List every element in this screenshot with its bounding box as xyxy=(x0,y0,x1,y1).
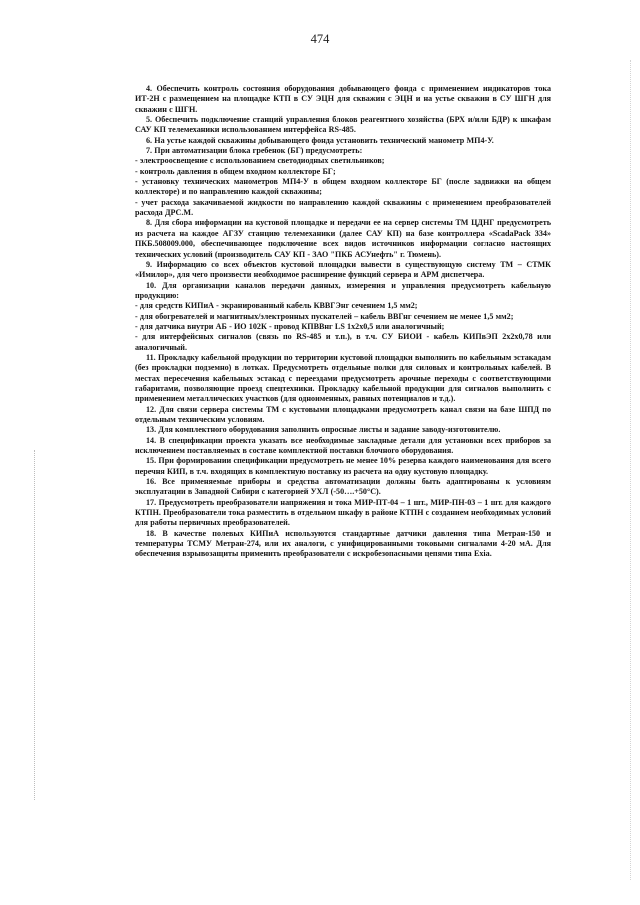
paragraph-8: 8. Для сбора информации на кустовой площадке и передачи ее на сервер системы ТМ ЦДНГ предусмотреть из расчета на каждое АГЗУ станцию телемеханики (далее САУ КП) на базе контроллера «ScadaPack 334» ПКБ.508009.000, обеспечивающее подключение всех видов источников информации согласно настоящих технических условий (производитель САУ КП - ЗАО "ПКБ АСУнефть" г. Тюмень). xyxy=(135,218,551,259)
paragraph-13: 13. Для комплектного оборудования заполнить опросные листы и задание заводу-изготовителю. xyxy=(146,425,501,435)
paragraph-11: 11. Прокладку кабельной продукции по территории кустовой площадки выполнить по кабельным эстакадам (без прокладки подземно) в лотках. Предусмотреть отдельные полки для силовых и контрольных кабелей. В местах пересечения кабельных эстакад с переездами предусмотреть арочные переходы с соответствующими габаритами, позволяющие проезд спецтехники. Прокладку кабельной продукции для сигналов выполнить с применением металлических участков (для одноименных, равных потенциалов и т.д.). xyxy=(135,352,551,404)
scan-edge-dots xyxy=(630,60,632,880)
list-item-heater-cable: - для обогревателей и магнитных/электронных пускателей – кабель ВВГнг сечением не менее 1,5 мм2; xyxy=(135,311,514,321)
paragraph-10: 10. Для организации каналов передачи данных, измерения и управления предусмотреть кабельную продукцию: xyxy=(135,280,551,300)
paragraph-7: 7. При автоматизации блока гребенок (БГ) предусмотреть: xyxy=(146,146,363,156)
paragraph-16: 16. Все применяемые приборы и средства автоматизации должны быть адаптированы к условиям эксплуатации в Западной Сибири с категорией УХЛ (-50….+50°С). xyxy=(135,477,551,497)
paragraph-6: 6. На устье каждой скважины добывающего фонда установить технический манометр МП4-У. xyxy=(146,135,494,145)
paragraph-18: 18. В качестве полевых КИПиА используются стандартные датчики давления типа Метран-150 и температуры ТСМУ Метран-274, или их аналоги, с унифицированными токовыми сигналами 4-20 мА. Для обеспечения взрывозащиты применить преобразователи с искробезопасными цепями типа Exia. xyxy=(135,528,551,559)
page-number: 474 xyxy=(310,32,330,46)
document-body xyxy=(135,84,551,560)
list-item-interface-cable: - для интерфейсных сигналов (связь по RS-485 и т.п.), в т.ч. СУ БИОИ - кабель КИПвЭП 2х2х0,78 или аналогичный. xyxy=(135,332,551,352)
list-item-lighting: - электроосвещение с использованием светодиодных светильников; xyxy=(135,156,385,166)
paragraph-12: 12. Для связи сервера системы ТМ с кустовыми площадками предусмотреть канал связи на базе ШПД по отдельным техническим условиям. xyxy=(135,404,551,424)
paragraph-4: 4. Обеспечить контроль состояния оборудования добывающего фонда с применением индикаторов тока ИТ-2Н с размещением на площадке КТП в СУ ЭЦН для скважин с ЭЦН и на устье скважин в СУ ШГН для скважин с ШГН. xyxy=(135,84,551,114)
list-item-kipia-cable: - для средств КИПиА - экранированный кабель КВВГЭнг сечением 1,5 мм2; xyxy=(135,301,418,311)
scan-margin-dots xyxy=(34,450,36,800)
paragraph-15: 15. При формировании спецификации предусмотреть не менее 10% резерва каждого наименования для всего перечня КИП, в т.ч. входящих в комплектную поставку из расчета на одну кустовую площадку. xyxy=(135,456,551,476)
list-item-flow-metering: - учет расхода закачиваемой жидкости по направлению каждой скважины с применением преобразователей расхода ДРС.М. xyxy=(135,197,551,218)
list-item-pressure-control: - контроль давления в общем входном коллекторе БГ; xyxy=(135,166,336,176)
paragraph-14: 14. В спецификации проекта указать все необходимые закладные детали для установки всех приборов за исключением поставляемых в составе комплектной поставки блочного оборудования. xyxy=(135,435,551,456)
list-item-manometers: - установку технических манометров МП4-У в общем входном коллекторе БГ (после задвижки на общем коллекторе) и по направлению каждой скважины; xyxy=(135,177,551,197)
paragraph-17: 17. Предусмотреть преобразователи напряжения и тока МИР-ПТ-04 – 1 шт., МИР-ПН-03 – 1 шт. для каждого КТПН. Преобразователи тока разместить в отдельном шкафу в районе КТПН с созданием необходимых условий для работы первичных преобразователей. xyxy=(135,497,551,528)
list-item-sensor-wire: - для датчика внутри АБ - ИО 102К - провод КПВВнг LS 1х2х0,5 или аналогичный; xyxy=(135,321,445,331)
paragraph-5: 5. Обеспечить подключение станций управления блоков реагентного хозяйства (БРХ и/или БДР) к шкафам САУ КП телемеханики использованием интерфейса RS-485. xyxy=(135,115,551,135)
paragraph-9: 9. Информацию со всех объектов кустовой площадки вывести в существующую систему ТМ – СТМК «Имилор», для чего произвести необходимое расширение функций сервера и АРМ диспетчера. xyxy=(135,259,551,280)
